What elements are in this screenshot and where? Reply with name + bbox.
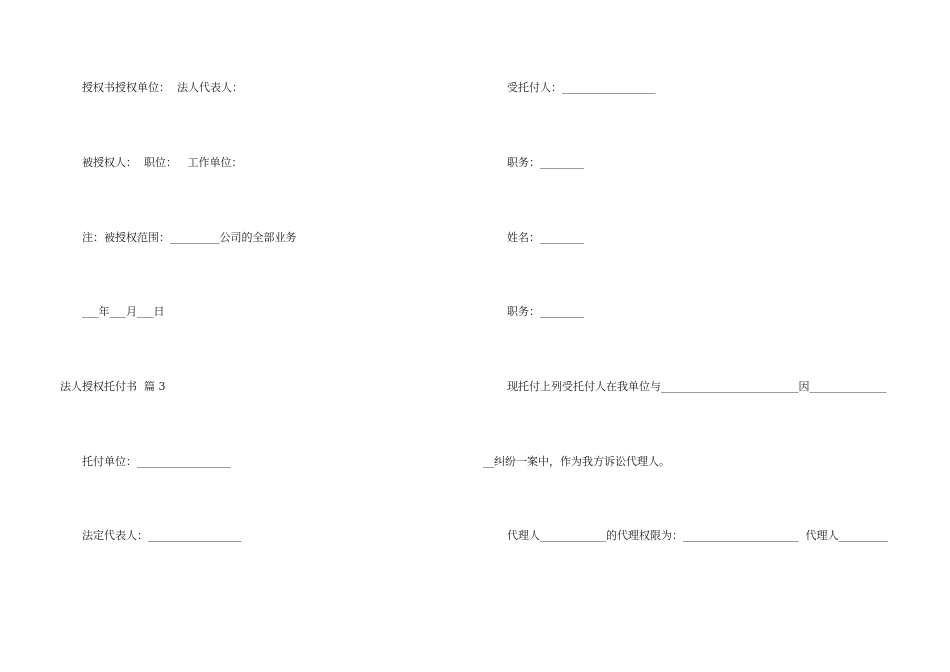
authorized-person-line: 被授权人： 职位： 工作单位： [82, 156, 243, 169]
date-line: ___年___月___日 [82, 305, 165, 318]
entrusting-unit-line: 托付单位：_________________ [82, 455, 231, 468]
authorization-unit-line: 授权书授权单位： 法人代表人： [82, 81, 243, 94]
dispute-case-line: __纠纷一案中，作为我方诉讼代理人。 [483, 455, 670, 468]
position-line-2: 职务：________ [507, 305, 584, 318]
position-line-1: 职务：________ [507, 156, 584, 169]
authorization-scope-line: 注：被授权范围：_________公司的全部业务 [82, 231, 297, 244]
entrustment-statement-line: 现托付上列受托付人在我单位与_________________________因______________ [507, 380, 887, 393]
agent-authority-line: 代理人____________的代理权限为：_____________________ 代理人_________ [507, 529, 888, 542]
trustee-line: 受托付人：_________________ [507, 81, 656, 94]
name-line: 姓名：________ [507, 231, 584, 244]
legal-representative-line: 法定代表人：_________________ [82, 529, 242, 542]
section-heading: 法人授权托付书 篇 3 [60, 380, 166, 393]
